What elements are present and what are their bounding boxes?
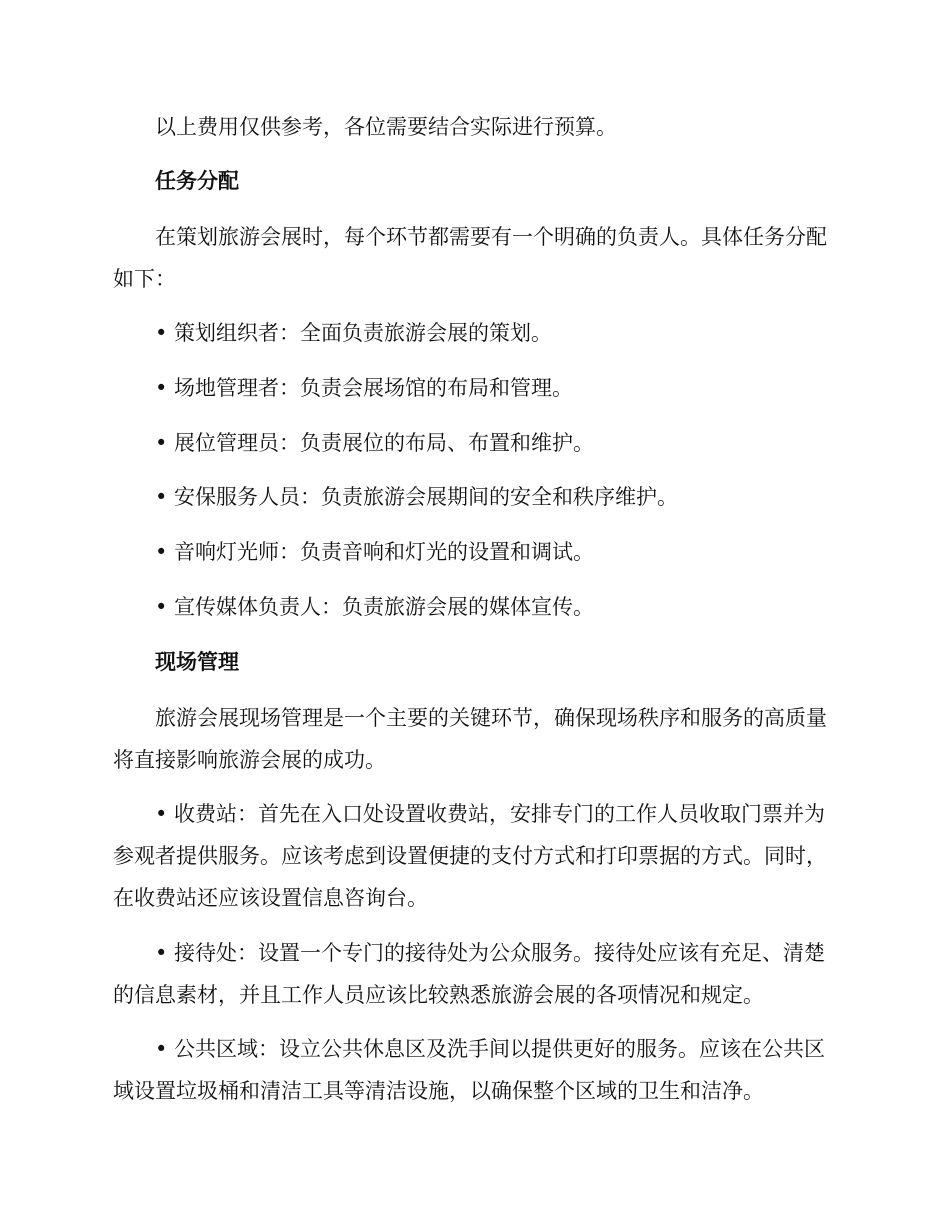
task-item-media: • 宣传媒体负责人：负责旅游会展的媒体宣传。 bbox=[155, 595, 595, 619]
task-item-sound-light: • 音响灯光师：负责音响和灯光的设置和调试。 bbox=[155, 540, 595, 564]
intro-note: 以上费用仅供参考，各位需要结合实际进行预算。 bbox=[155, 115, 617, 139]
site-intro-paragraph: 旅游会展现场管理是一个主要的关键环节，确保现场秩序和服务的高质量将直接影响旅游会展的成功。 bbox=[113, 706, 827, 772]
site-item-toll-station: • 收费站：首先在入口处设置收费站，安排专门的工作人员收取门票并为参观者提供服务。应该考虑到设置便捷的支付方式和打印票据的方式。同时，在收费站还应该设置信息咨询台。 bbox=[113, 802, 827, 910]
task-item-planner: • 策划组织者：全面负责旅游会展的策划。 bbox=[155, 321, 553, 345]
heading-task-assignment: 任务分配 bbox=[155, 169, 239, 193]
site-item-public-area: • 公共区域：设立公共休息区及洗手间以提供更好的服务。应该在公共区域设置垃圾桶和清洁工具等清洁设施，以确保整个区域的卫生和洁净。 bbox=[113, 1037, 826, 1103]
task-item-booth-manager: • 展位管理员：负责展位的布局、布置和维护。 bbox=[155, 431, 595, 455]
site-item-reception: • 接待处：设置一个专门的接待处为公众服务。接待处应该有充足、清楚的信息素材，并且工作人员应该比较熟悉旅游会展的各项情况和规定。 bbox=[113, 941, 826, 1007]
task-item-venue-manager: • 场地管理者：负责会展场馆的布局和管理。 bbox=[155, 376, 574, 400]
task-item-security: • 安保服务人员：负责旅游会展期间的安全和秩序维护。 bbox=[155, 485, 679, 509]
heading-site-management: 现场管理 bbox=[155, 650, 239, 674]
task-intro-paragraph: 在策划旅游会展时，每个环节都需要有一个明确的负责人。具体任务分配如下： bbox=[113, 225, 827, 291]
